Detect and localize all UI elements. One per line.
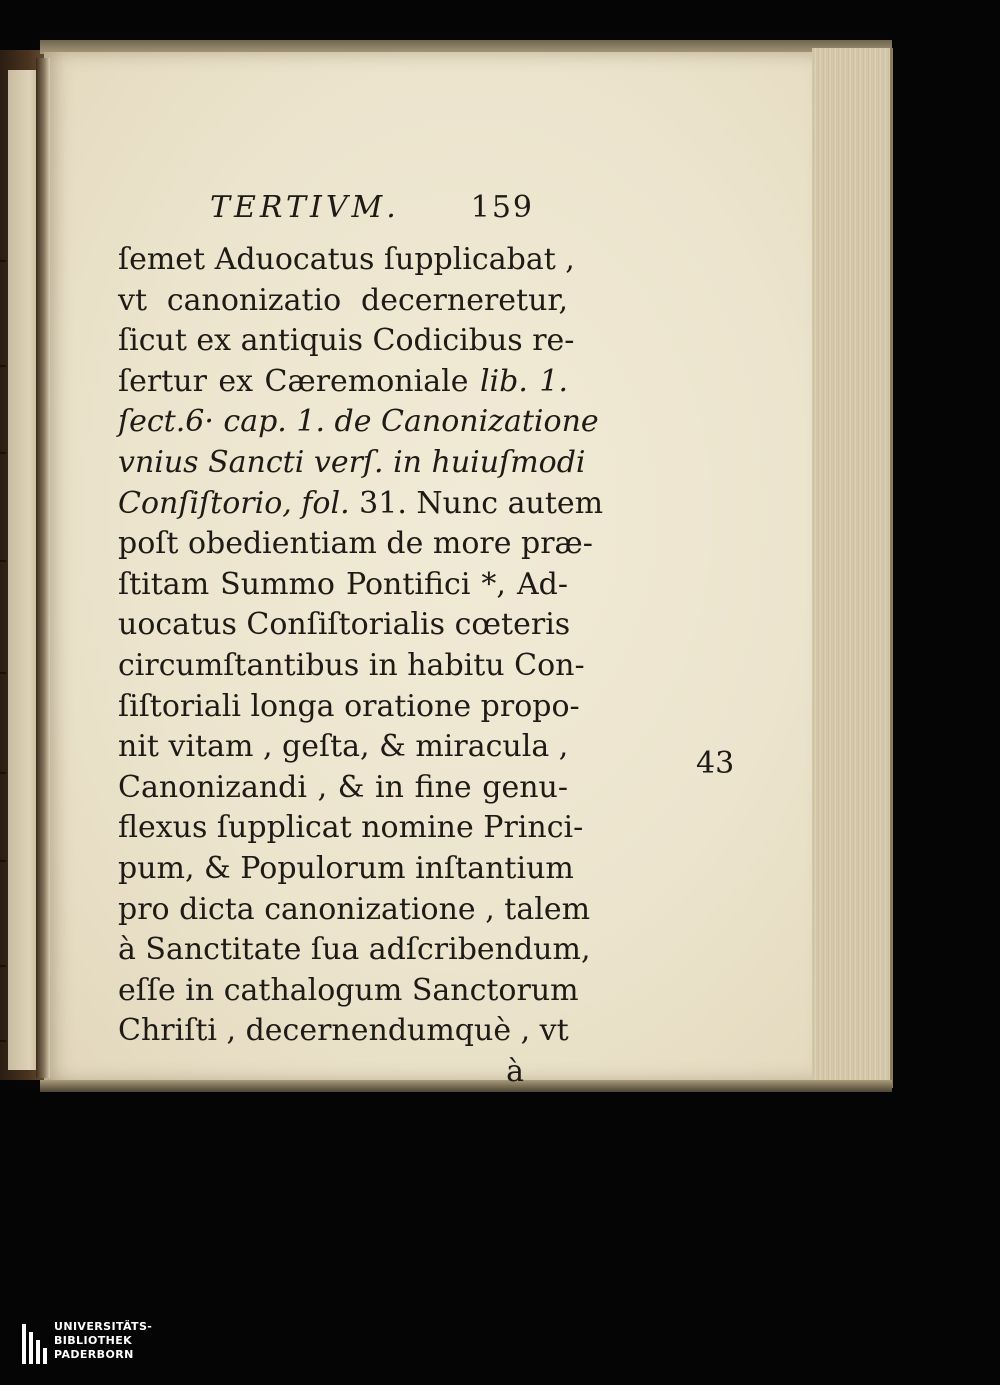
text-line-14: Canonizandi , & in fine genu- [118,769,568,805]
text-line-16: pum, & Populorum inſtantium [118,850,574,886]
gutter-shadow [36,58,50,1078]
text-line-9: ſtitam Summo Pontifici *, Ad- [118,566,568,602]
library-name-line-1: UNIVERSITÄTS- [54,1320,153,1333]
text-line-1: ſemet Aduocatus ſupplicabat , [118,242,575,277]
text-line-11: circumſtantibus in habitu Con- [118,647,585,683]
library-name-line-2: BIBLIOTHEK [54,1334,133,1347]
text-line-4 [118,362,568,403]
text-line-5: ſect.6· cap. 1. de Canonizatione [118,404,599,440]
text-line-4-italic: lib. 1. [479,363,568,399]
text-line-3: ſicut ex antiquis Codicibus re- [118,323,575,359]
text-line-18: à Sanctitate ſua adſcribendum, [118,932,591,968]
left-page-marks [0,60,12,1070]
text-line-10: uocatus Conſiſtorialis cœteris [118,607,571,643]
text-line-7 [118,484,604,525]
text-line-17: pro dicta canonizatione , talem [118,891,591,927]
text-line-20: Chriſti , decernendumquè , vt [118,1013,569,1049]
catchword: à [506,1053,524,1089]
text-line-6: vnius Sancti verſ. in huiuſmodi [118,444,586,480]
library-name-line-3: PADERBORN [54,1348,134,1361]
page-text [118,186,735,1092]
text-line-7-roman: 31. Nunc autem [349,485,604,521]
text-line-12: ſiſtoriali longa oratione propo- [118,688,580,724]
text-line-2: vt canonizatio decerneretur, [118,282,568,318]
library-logo [22,1320,162,1372]
page-number: 159 [470,190,534,225]
text-line-7-italic: Conſiſtorio, fol. [118,485,350,521]
text-line-13: nit vitam , geſta, & miracula , [118,729,569,765]
text-line-4-roman: ſertur ex Cæremoniale [118,363,469,399]
text-line-15: flexus ſupplicat nomine Princi- [118,810,584,846]
running-head [118,186,568,240]
page-fore-edge [812,48,893,1088]
library-name [54,1320,152,1362]
text-line-19: eſſe in cathalogum Sanctorum [118,972,579,1008]
margin-note: 43 [696,746,735,781]
running-head-title: TERTIVM. [210,190,400,225]
text-line-8: poſt obedientiam de more præ- [118,526,593,562]
library-logo-icon [22,1324,48,1364]
